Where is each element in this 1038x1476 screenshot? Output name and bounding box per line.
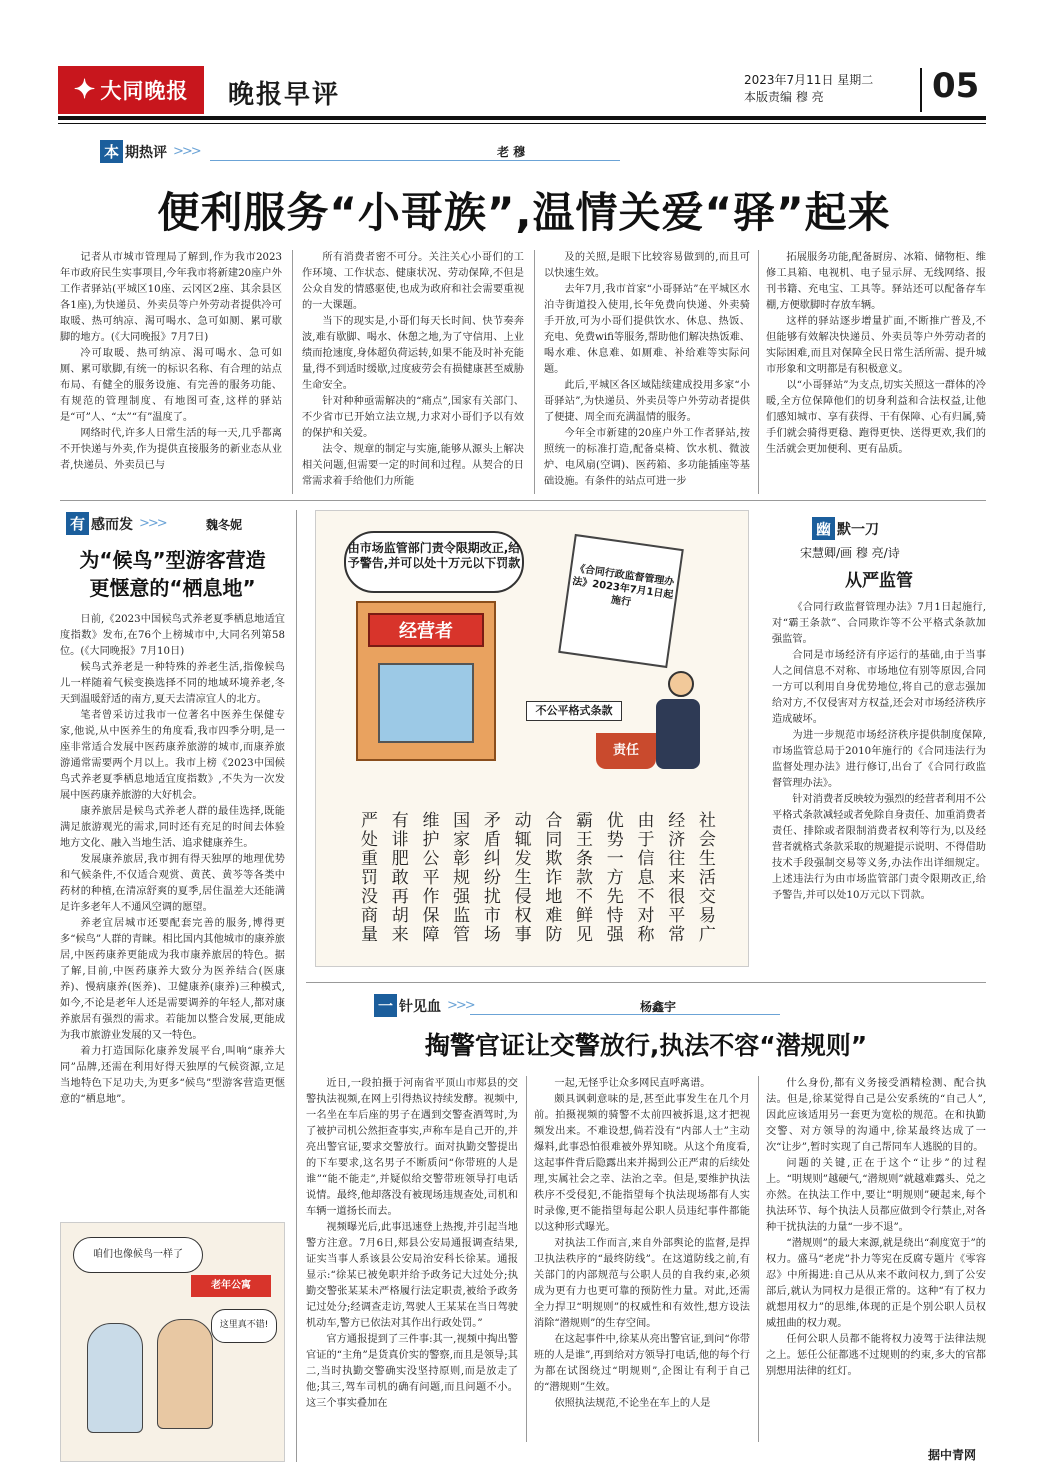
issue-date-block (744, 72, 873, 106)
paragraph: 此后,平城区各区域陆续建成投用多家“小哥驿站”,为快递员、外卖员等户外劳动者提供了便捷、周全而充满温情的服务。 (544, 380, 750, 423)
poem-line: 有诽肥敢再胡来 (387, 811, 408, 944)
elderly-person-figure (87, 1323, 143, 1433)
paragraph: 及的关照,是眼下比较容易做到的,而且可以快速生效。 (544, 252, 750, 279)
masthead-rule (58, 116, 986, 124)
cartoon-poem (356, 811, 716, 951)
column-tag-underline (210, 160, 620, 161)
poem-line: 合同欺诈地难防 (541, 811, 562, 944)
column-tag-box: 有 (66, 512, 89, 535)
article3-body (772, 600, 986, 970)
article1-author: 老 穆 (497, 145, 526, 159)
column-tag-underline (470, 1014, 780, 1015)
paragraph: 康养旅居是候鸟式养老人群的最佳选择,既能满足旅游观光的需求,同时还有充足的时间去体验地方文化、融入当地生活、追求健康养生。 (60, 806, 285, 849)
cartoon-responsibility-basket: 责任 (596, 733, 656, 769)
chevron-right-icon: >>> (173, 144, 200, 159)
column-tag-feelings (66, 512, 166, 535)
paragraph: “潜规则”的最大来源,就是绕出“刹度宽于”的权力。盛马“老虎”扑力等宪在反腐专题片《零容忍》中所揭进:自己从从来不敢问权力,到了公安部后,就认为同权力是很正常的。这种“有了权力就想用权力”的思维,体现的正是个别公职人员权威扭曲的权力观。 (766, 1238, 986, 1329)
page-editor: 本版责编 穆 亮 (744, 90, 824, 104)
column-divider (526, 1076, 527, 1442)
column-divider (758, 250, 759, 494)
paragraph: 官方通报提到了三件事:其一,视频中掏出警官证的“主角”是货真价实的警察,而且是领导;其二,当时执勤交警确实没坚持原则,而是放走了他;其三,驾车司机的确有问题,而且问题不小。这三个事实叠加在 (306, 1334, 518, 1409)
article4-source: 据中青网 (927, 1448, 976, 1462)
poem-line: 社会生活交易广 (694, 811, 715, 944)
poem-line: 优势一方先恃强 (602, 811, 623, 944)
page-number: 05 (932, 66, 980, 106)
paragraph: 当下的现实是,小哥们每天长时间、快节奏奔波,难有歇脚、喝水、休憩之地,为了守信用、上业绩而抢速度,身体超负荷运转,如果不能及时补充能量,得不到适时缓歇,过度疲劳会有损健康甚至威胁生命安全。 (302, 316, 524, 391)
paragraph: 拓展服务功能,配备厨房、冰箱、储物柜、维修工具箱、电视机、电子显示屏、无线网络、报刊书籍、充电宝、工具等。驿站还可以配备存车棚,方便歇脚时存放车辆。 (766, 252, 986, 311)
paragraph: 合同是市场经济有序运行的基础,由于当事人之间信息不对称、市场地位有别等原因,合同一方可以利用自身优势地位,将自己的意志强加给对方,不仅侵害对方权益,还会对市场经济秩序造成破坏。 (772, 650, 986, 725)
poem-line: 矛盾纠纷扰市场 (479, 811, 500, 944)
section-divider (60, 500, 986, 501)
masthead-divider (920, 68, 922, 112)
paragraph: 视频曝光后,此事迅速登上热搜,并引起当地警方注意。7月6日,郏县公安局通报调查结果,证实当事人系该县公安局治安科长徐某。通报显示:“徐某已被免职并给予政务记大过处分;执勤交警张某某未严格履行法定职责,被给予政务记过处分;经调查走访,驾驶人王某某在当日驾驶机动车,警方已依法对其作出行政处罚。” (306, 1222, 518, 1329)
poem-line: 动辄发生侵权事 (510, 811, 531, 944)
poem-line: 霸王条款不鲜见 (572, 811, 593, 944)
article4-author: 杨鑫宇 (640, 1000, 677, 1014)
paragraph: 网络时代,许多人日常生活的每一天,几乎都离不开快递与外卖,作为提供直接服务的新业态从业者,快递员、外卖员已与 (60, 428, 282, 471)
paragraph: 针对种种亟需解决的“痛点”,国家有关部门、不少省市已开始立法立规,力求对小哥们予以有效的保护和关爱。 (302, 396, 524, 439)
column-divider (292, 250, 293, 494)
paragraph: 去年7月,我市首家“小哥驿站”在平城区水泊寺街道投入使用,长年免费向快递、外卖骑手开放,可为小哥们提供饮水、休息、热饭、充电、免费wifi等服务,帮助他们解决热饭难、喝水难、休息难、如厕难、补给难等实际问题。 (544, 284, 750, 375)
article3-headline: 从严监管 (845, 571, 913, 591)
article2-author: 魏冬妮 (206, 518, 243, 532)
section-divider (306, 982, 986, 983)
paragraph: 在这起事件中,徐某从亮出警官证,到问“你带班的人是谁”,再到给对方领导打电话,他的每个行为都在试图绕过“明规则”,企图让有利于自己的“潜规则”生效。 (534, 1334, 750, 1393)
paragraph: 发展康养旅居,我市拥有得天独厚的地理优势和气候条件,不仅适合观赏、黄芪、黄芩等各类中药材的种植,在清凉舒爽的夏季,居住温差大还能满足许多老年人不通风空调的愿望。 (60, 854, 285, 913)
cartoon-regulation-document: 《合同行政监督管理办法》2023年7月1日起施行 (558, 534, 684, 668)
section-name: 晚报早评 (228, 80, 341, 110)
column-tag-box: 一 (374, 994, 397, 1017)
column-tag-text: 默一刀 (837, 521, 880, 538)
chevron-right-icon: >>> (139, 516, 166, 531)
paragraph: 冷可取暖、热可纳凉、渴可喝水、急可如厕、累可歇脚,有统一的标识名称、有合理的站点布局、有健全的服务设施、有完善的服务功能、有规范的管理制度、有地图可查,这样的驿站是“可”人、“太”“有”温度了。 (60, 348, 282, 423)
poem-line: 经济往来很平常 (664, 811, 685, 944)
poem-line: 维护公平作保障 (418, 811, 439, 944)
paragraph: 依照执法规范,不论坐在车上的人是 (554, 1398, 711, 1409)
paragraph: 笔者曾采访过我市一位著名中医养生保健专家,他说,从中医养生的角度看,我市四季分明,是一座非常适合发展中医药康养旅游的城市,而康养旅游通常需要两个月以上。我市上榜《2023中国候鸟式养老夏季栖息地适宜度指数》,不失为一次发展中医药康养旅游的大好机会。 (60, 710, 285, 801)
article1-column-3 (544, 250, 750, 494)
small-cartoon-bubble: 咱们也像候鸟一样了 (73, 1237, 203, 1273)
column-tag-text: 期热评 (125, 144, 168, 161)
cartoon-credit: 宋慧卿/画 穆 亮/诗 (800, 546, 900, 560)
paragraph: 问题的关键,正在于这个“让步”的过程上。“明规则”越硬气,“潜规则”就越难露头、兑之亦然。在执法工作中,要让“明规则”硬起来,每个执法环节、每个执法人员都应做到令行禁止,对各种干扰执法的力量“一步不退”。 (766, 1158, 986, 1233)
issue-date: 2023年7月11日 星期二 (744, 73, 874, 87)
column-tag-box: 幽 (812, 517, 835, 540)
person-body (656, 699, 700, 769)
person-head (668, 671, 694, 697)
column-tag-text: 针见血 (399, 998, 442, 1015)
article4-headline: 掏警官证让交警放行,执法不容“潜规则” (424, 1031, 868, 1060)
cartoon-shop-window (378, 663, 474, 743)
paragraph: 候鸟式养老是一种特殊的养老生活,指像候鸟儿一样随着气候变换选择不同的地域环境养老,冬天到温暖舒适的南方,夏天去清凉宜人的北方。 (60, 662, 285, 705)
article1-column-4 (766, 250, 986, 494)
cartoon-shop (356, 601, 496, 761)
editorial-cartoon (315, 510, 749, 967)
elderly-person-figure (157, 1319, 213, 1429)
article4-column-1 (306, 1076, 518, 1442)
paragraph: 养老宜居城市还要配套完善的服务,博得更多“候鸟”人群的青睐。相比国内其他城市的康养旅居,中医药康养更能成为我市康养旅居的特色。据了解,目前,中医药康养大致分为医养结合(医康养)、慢病康养(医养)、卫健康养(康养)三种模式,如今,不论是老年人还是需要调养的年轻人,都对康养旅居有强烈的需求。若能加以整合发展,更能成为我市旅游业发展的又一特色。 (60, 918, 285, 1041)
cartoon-clause-label: 不公平格式条款 (526, 701, 622, 721)
masthead (58, 66, 986, 114)
poem-line: 由于信息不对称 (633, 811, 654, 944)
article2-headline-line2: 更惬意的“栖息地” (89, 576, 256, 600)
cartoon-speech-bubble: 由市场监管部门责令限期改正,给予警告,并可以处十万元以下罚款 (344, 531, 524, 593)
cartoon-shop-sign: 经营者 (368, 613, 484, 647)
paragraph: 着力打造国际化康养发展平台,叫响“康养大同”品牌,还需在利用好得天独厚的气候资源,立足当地特色下足功夫,为更多“候鸟”型游客营造更惬意的“栖息地”。 (60, 1046, 285, 1105)
paragraph: 所有消费者密不可分。关注关心小哥们的工作环境、工作状态、健康状况、劳动保障,不但是公众自发的情感驱使,也成为政府和社会需要重视的一大课题。 (302, 252, 524, 311)
article2-headline-line1: 为“候鸟”型游客营造 (79, 548, 266, 572)
paragraph: 为进一步规范市场经济秩序提供制度保障,市场监管总局于2010年施行的《合同违法行为监督处理办法》进行修订,出台了《合同行政监督管理办法》。 (772, 730, 986, 789)
article4-column-2 (534, 1076, 750, 1442)
paragraph: 今年全市新建的20座户外工作者驿站,按照统一的标准打造,配备桌椅、饮水机、微波炉、电风扇(空调)、医药箱、多功能插座等基础设施。有条件的站点可进一步 (544, 428, 750, 487)
article2-headline (60, 546, 285, 602)
paragraph: 日前,《2023中国候鸟式养老夏季栖息地适宜度指数》发布,在76个上榜城市中,大同名列第58位。(《大同晚报》7月10日) (60, 614, 285, 657)
column-tag-hot-comment (100, 140, 200, 163)
article4-column-3 (766, 1076, 986, 1442)
poem-line: 严处重罚没商量 (357, 811, 377, 944)
column-tag-humor (812, 517, 879, 540)
column-tag-text: 感而发 (91, 516, 134, 533)
paragraph: 法令、规章的制定与实施,能够从源头上解决相关问题,但需要一定的时间和过程。从契合的日常需求着手给他们力所能 (302, 444, 524, 487)
paragraph: 一起,无怪乎让众多网民直呼离谱。 (554, 1078, 711, 1089)
column-tag-sharp (374, 994, 474, 1017)
cartoon-person-figure (656, 671, 706, 791)
paragraph: 《合同行政监督管理办法》7月1日起施行,对“霸王条款”、合同欺诈等不公平格式条款加强监管。 (772, 602, 986, 645)
paragraph: 记者从市城市管理局了解到,作为我市2023年市政府民生实事项目,今年我市将新建20座户外工作者驿站(平城区10座、云冈区2座、其余县区各1座),为快递员、外卖员等户外劳动者提供冷可取暖、热可纳凉、渴可喝水、急可如厕、累可歇脚的地方。(《大同晚报》7月7日) (60, 252, 282, 343)
paragraph: 以“小哥驿站”为支点,切实关照这一群体的冷暖,全方位保障他们的切身利益和合法权益,让他们感知城市、享有获得、干有保障、心有归属,骑手们就会骑得更稳、跑得更快、送得更欢,我们的生活就会更加便利、更有品质。 (766, 380, 986, 455)
article1-column-2 (302, 250, 524, 494)
column-divider (296, 510, 297, 1462)
chevron-right-icon: >>> (447, 998, 474, 1013)
column-tag-box: 本 (100, 140, 123, 163)
newspaper-logo (58, 66, 204, 114)
paragraph: 任何公职人员都不能将权力凌驾于法律法规之上。惩任公征都逃不过规则的约束,多大的官都别想用法律的红灯。 (766, 1334, 986, 1377)
column-divider (758, 1076, 759, 1442)
column-divider (534, 250, 535, 494)
article2-body (60, 612, 285, 1212)
paragraph: 什么身份,都有义务接受酒精检测、配合执法。但是,徐某觉得自己是公安系统的“自己人”,因此应该适用另一套更为宽松的规范。在和执勤交警、对方领导的沟通中,徐某最终达成了一次“让步”,暂时实现了自己帮同车人逃脱的目的。 (766, 1078, 986, 1153)
small-cartoon-bubble-2: 这里真不错! (211, 1309, 277, 1343)
small-cartoon-sign: 老年公寓 (191, 1275, 271, 1297)
poem-line: 国家彰规强监管 (449, 811, 470, 944)
paragraph: 近日,一段拍摄于河南省平顶山市郏县的交警执法视频,在网上引得热议持续发酵。视频中,一名坐在车后座的男子在遇到交警查酒驾时,为了被护司机公然拒查事实,声称车是自己开的,并亮出警官证,要求交警放行。面对执勤交警提出的下车要求,这名男子不断质问“你带班的人是谁”“能不能走”,并疑似给交警带班领导打电话说情。最终,他却落没有被现场违规查处,司机和车辆一道扬长而去。 (306, 1078, 518, 1217)
paragraph: 针对消费者反映较为强烈的经营者利用不公平格式条款减轻或者免除自身责任、加重消费者责任、排除或者限制消费者权利等行为,以及经营者就格式条款采取的规避提示说明、不得借助技术手段强制交易等义务,办法作出详细规定。上述违法行为由市场监管部门责令限期改正,给予警告,并可以处10万元以下罚款。 (772, 794, 986, 901)
small-cartoon (60, 1222, 285, 1462)
logo-mark-icon: ✦ (73, 75, 97, 105)
article1-headline: 便利服务“小哥族”,温情关爱“驿”起来 (157, 188, 891, 237)
paragraph: 这样的驿站逐步增量扩面,不断推广普及,不但能够有效解决快递员、外卖员等户外劳动者的实际困难,而且对保障全民日常生活所需、提升城市形象和文明都是有积极意义。 (766, 316, 986, 375)
logo-text: 大同晚报 (100, 78, 189, 103)
paragraph: 颇具讽刺意味的是,甚至此事发生在几个月前。拍摄视频的骑警不太前四被拆退,这才把视频发出来。不难设想,倘若没有“内部人士”主动爆料,此事恐怕很难被外界知晓。从这个角度看,这起事件背后隐露出来并揭到公正严肃的后续处理,实属社会之幸、法治之幸。但是,要维护执法秩序不受侵犯,不能指望每个执法现场都有人实时录像,更不能指望每起公职人员违纪事件都能以这种形式曝光。 (534, 1094, 750, 1233)
article1-column-1 (60, 250, 282, 494)
paragraph: 对执法工作而言,来自外部舆论的监督,是捍卫执法秩序的“最终防线”。在这道防线之前,有关部门的内部规范与公职人员的自我约束,必须成为更有力也更可靠的预防性力量。对此,还需全力捍卫“明规则”的权威性和有效性,想方设法消除“潜规则”的生存空间。 (534, 1238, 750, 1329)
